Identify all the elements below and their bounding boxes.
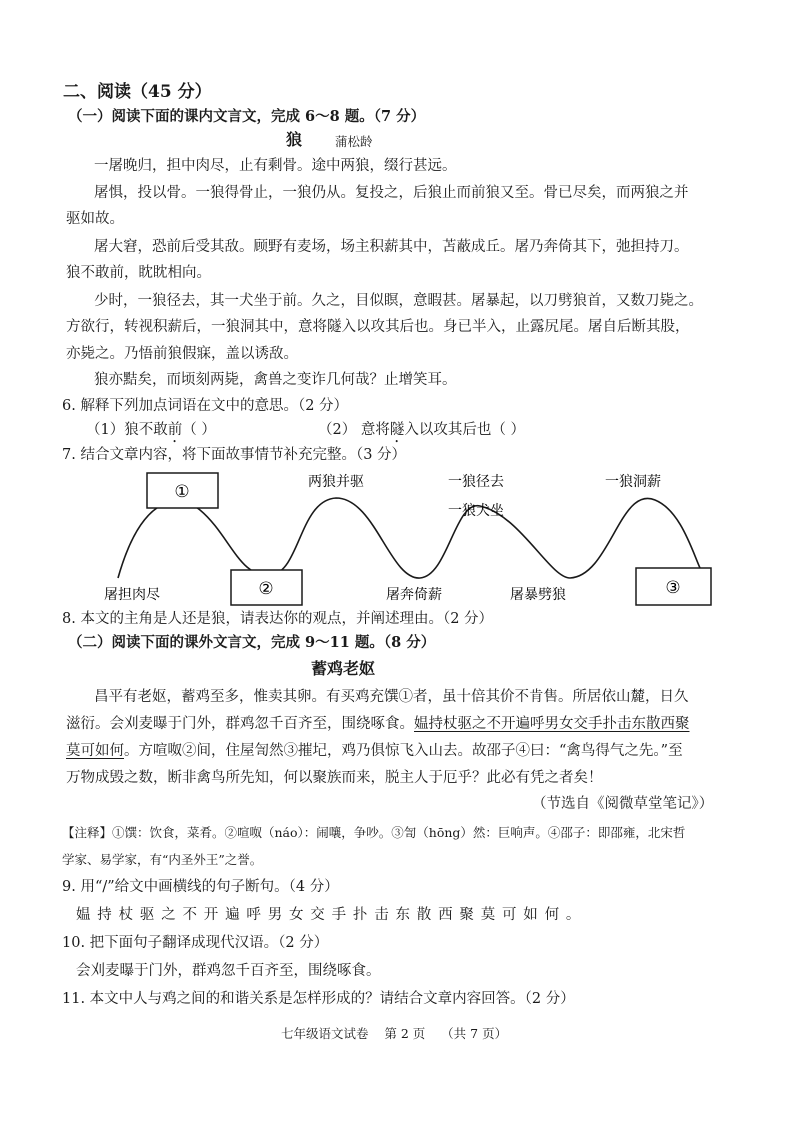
plot-label-valley-0: 屠担肉尽 — [104, 587, 160, 603]
q9-sentence: 媪持杖驱之不开遍呼男女交手扑击东散西聚莫可如何。 — [76, 907, 588, 923]
part1-paragraph-4c: 亦毙之。乃悟前狼假寐，盖以诱敌。 — [66, 346, 298, 362]
answer-box-3-label: ③ — [665, 578, 681, 598]
part2-paragraph-1d: 万物成毁之数，断非禽鸟所先知，何以聚族而来，脱主人于厄乎？此必有凭之者矣！ — [66, 770, 603, 786]
plot-label-peak-1: 两狼并驱 — [308, 474, 364, 490]
part1-paragraph-3a: 屠大窘，恐前后受其敌。顾野有麦场，场主积薪其中，苫蔽成丘。屠乃奔倚其下，弛担持刀。 — [94, 239, 689, 255]
q6-item-1-prefix: （1）狼不敢 — [86, 422, 168, 438]
answer-box-2-label: ② — [258, 579, 274, 599]
page-footer: 七年级语文试卷 第 2 页 （共 7 页） — [281, 1026, 508, 1041]
part1-title: 狼 — [286, 130, 303, 149]
part2-note-1: 【注释】①馔：饮食，菜肴。②喧呶（náo）：闹嚷，争吵。③訇（hōng）然：巨响声。④邵子：即邵雍，北宋哲 — [62, 825, 686, 840]
plot-label-peak-2b: 一狼犬坐 — [448, 503, 504, 519]
q8-prompt: 8. 本文的主角是人还是狼，请表达你的观点，并阐述理由。（2 分） — [62, 611, 494, 627]
q6-item-2-suffix: 入以攻其后也（ ） — [404, 422, 525, 438]
q11-prompt: 11. 本文中人与鸡之间的和谐关系是怎样形成的？请结合文章内容回答。（2 分） — [62, 991, 575, 1007]
q6-item-2 — [318, 420, 525, 446]
part2-paragraph-1c — [66, 741, 683, 761]
part1-paragraph-1: 一屠晚归，担中肉尽，止有剩骨。途中两狼，缀行甚远。 — [94, 158, 457, 174]
part2-title: 蓄鸡老妪 — [311, 659, 376, 678]
plot-curve — [118, 498, 700, 578]
q6-item-2-dotted-word: 隧 — [389, 422, 405, 438]
part1-paragraph-2b: 驱如故。 — [66, 211, 124, 227]
q6-prompt: 6. 解释下列加点词语在文中的意思。（2 分） — [62, 398, 349, 414]
part1-paragraph-3b: 狼不敢前，眈眈相向。 — [66, 265, 211, 281]
q6-item-1 — [86, 420, 216, 446]
q9-prompt: 9. 用“/”给文中画横线的句子断句。（4 分） — [62, 879, 339, 895]
underlined-sentence-part-1: 媪持杖驱之不开遍呼男女交手扑击东散西聚 — [414, 716, 690, 732]
part2-source: （节选自《阅微草堂笔记》） — [532, 796, 714, 812]
plot-label-valley-1: 屠奔倚薪 — [386, 587, 442, 603]
part2-paragraph-1a: 昌平有老妪，蓄鸡至多，惟卖其卵。有买鸡充馔①者，虽十倍其价不肯售。所居依山麓，日久 — [94, 689, 689, 705]
part1-paragraph-4a: 少时，一狼径去，其一犬坐于前。久之，目似瞑，意暇甚。屠暴起，以刀劈狼首，又数刀毙之。 — [94, 293, 703, 309]
part1-author: 蒲松龄 — [335, 134, 373, 149]
part2-note-2: 学家、易学家，有“内圣外王”之誉。 — [62, 852, 263, 867]
q6-item-1-dotted-word: 前 — [167, 422, 183, 438]
q10-prompt: 10. 把下面句子翻译成现代汉语。（2 分） — [62, 935, 329, 951]
part2-paragraph-1b-text: 滋衍。会刈麦曝于门外，群鸡忽千百齐至，围绕啄食。 — [66, 716, 414, 732]
plot-label-peak-3: 一狼洞薪 — [605, 474, 661, 490]
answer-box-1-label: ① — [174, 482, 190, 502]
part2-heading: （二）阅读下面的课外文言文，完成 9～11 题。（8 分） — [68, 634, 436, 651]
part2-paragraph-1b — [66, 714, 690, 734]
q7-prompt: 7. 结合文章内容，将下面故事情节补充完整。（3 分） — [62, 447, 407, 463]
part1-heading: （一）阅读下面的课内文言文，完成 6～8 题。（7 分） — [68, 108, 426, 125]
q6-item-2-prefix: （2） 意将 — [318, 422, 390, 438]
plot-label-peak-2a: 一狼径去 — [448, 474, 504, 490]
plot-diagram — [0, 460, 793, 610]
part2-paragraph-1c-text: 。方喧呶②间，住屋訇然③摧圮，鸡乃俱惊飞入山去。故邵子④曰：“禽鸟得气之先。”至 — [124, 743, 683, 759]
q6-item-1-blank: （ ） — [182, 422, 216, 438]
part1-paragraph-2a: 屠惧，投以骨。一狼得骨止，一狼仍从。复投之，后狼止而前狼又至。骨已尽矣，而两狼之并 — [94, 185, 689, 201]
q10-sentence: 会刈麦曝于门外，群鸡忽千百齐至，围绕啄食。 — [76, 963, 381, 979]
part1-paragraph-4b: 方欲行，转视积薪后，一狼洞其中，意将隧入以攻其后也。身已半入，止露尻尾。屠自后断其股， — [66, 319, 690, 335]
section-title: 二、阅读（45 分） — [63, 82, 212, 102]
plot-label-valley-2: 屠暴劈狼 — [510, 587, 566, 603]
underlined-sentence-part-2: 莫可如何 — [66, 743, 124, 759]
part1-paragraph-5: 狼亦黠矣，而顷刻两毙，禽兽之变诈几何哉？止增笑耳。 — [94, 372, 457, 388]
